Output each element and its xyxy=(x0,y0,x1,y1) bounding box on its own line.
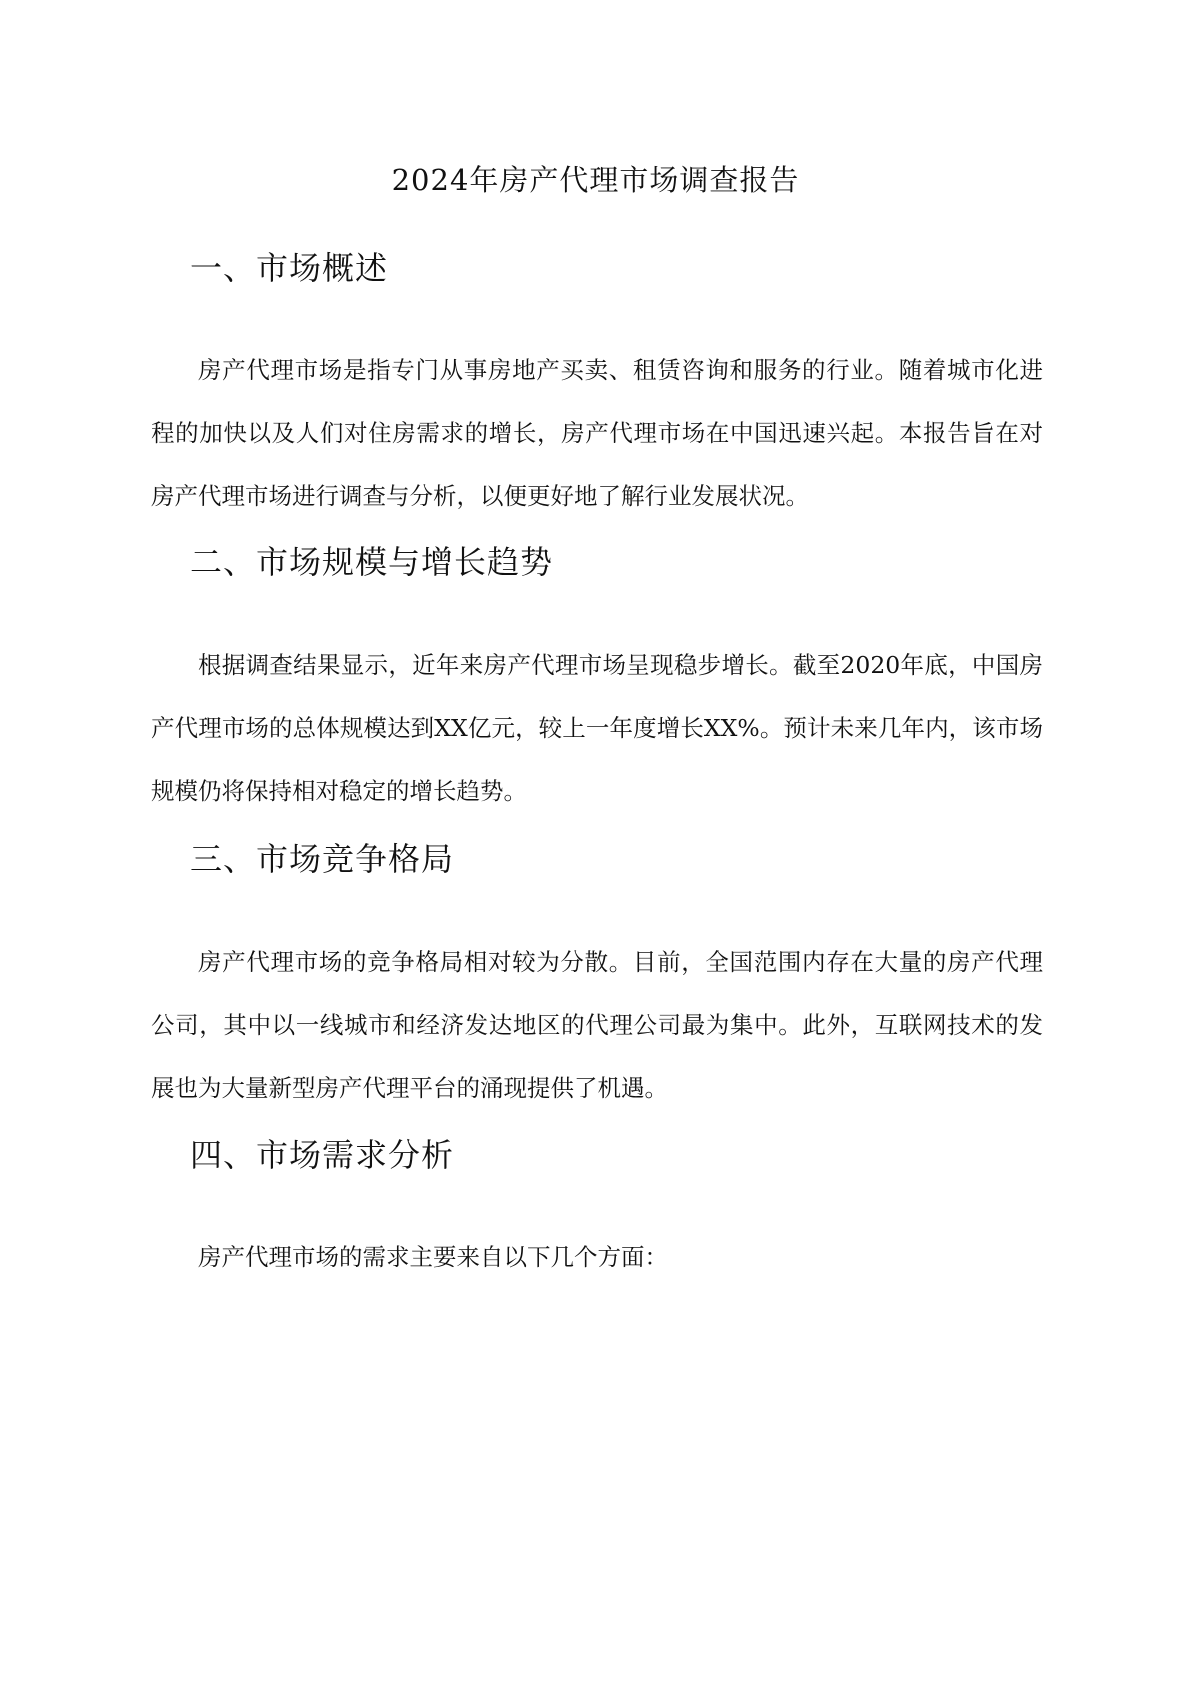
section-heading-market-overview: 一、市场概述 xyxy=(190,249,389,287)
section-paragraph-market-size: 根据调查结果显示，近年来房产代理市场呈现稳步增长。截至2020年底，中国房产代理市场的总体规模达到XX亿元，较上一年度增长XX%。预计未来几年内，该市场规模仍将保持相对稳定的增长趋势。 xyxy=(151,651,1043,805)
section-heading-demand-analysis: 四、市场需求分析 xyxy=(190,1136,455,1174)
section-paragraph-competition: 房产代理市场的竞争格局相对较为分散。目前，全国范围内存在大量的房产代理公司，其中以一线城市和经济发达地区的代理公司最为集中。此外，互联网技术的发展也为大量新型房产代理平台的涌现提供了机遇。 xyxy=(151,948,1043,1102)
section-paragraph-market-overview: 房产代理市场是指专门从事房地产买卖、租赁咨询和服务的行业。随着城市化进程的加快以及人们对住房需求的增长，房产代理市场在中国迅速兴起。本报告旨在对房产代理市场进行调查与分析，以便更好地了解行业发展状况。 xyxy=(151,356,1043,510)
section-heading-market-size: 二、市场规模与增长趋势 xyxy=(190,543,554,581)
section-heading-competition: 三、市场竞争格局 xyxy=(190,840,455,878)
document-title: 2024年房产代理市场调查报告 xyxy=(391,163,800,197)
section-paragraph-demand-analysis: 房产代理市场的需求主要来自以下几个方面： xyxy=(198,1243,668,1271)
